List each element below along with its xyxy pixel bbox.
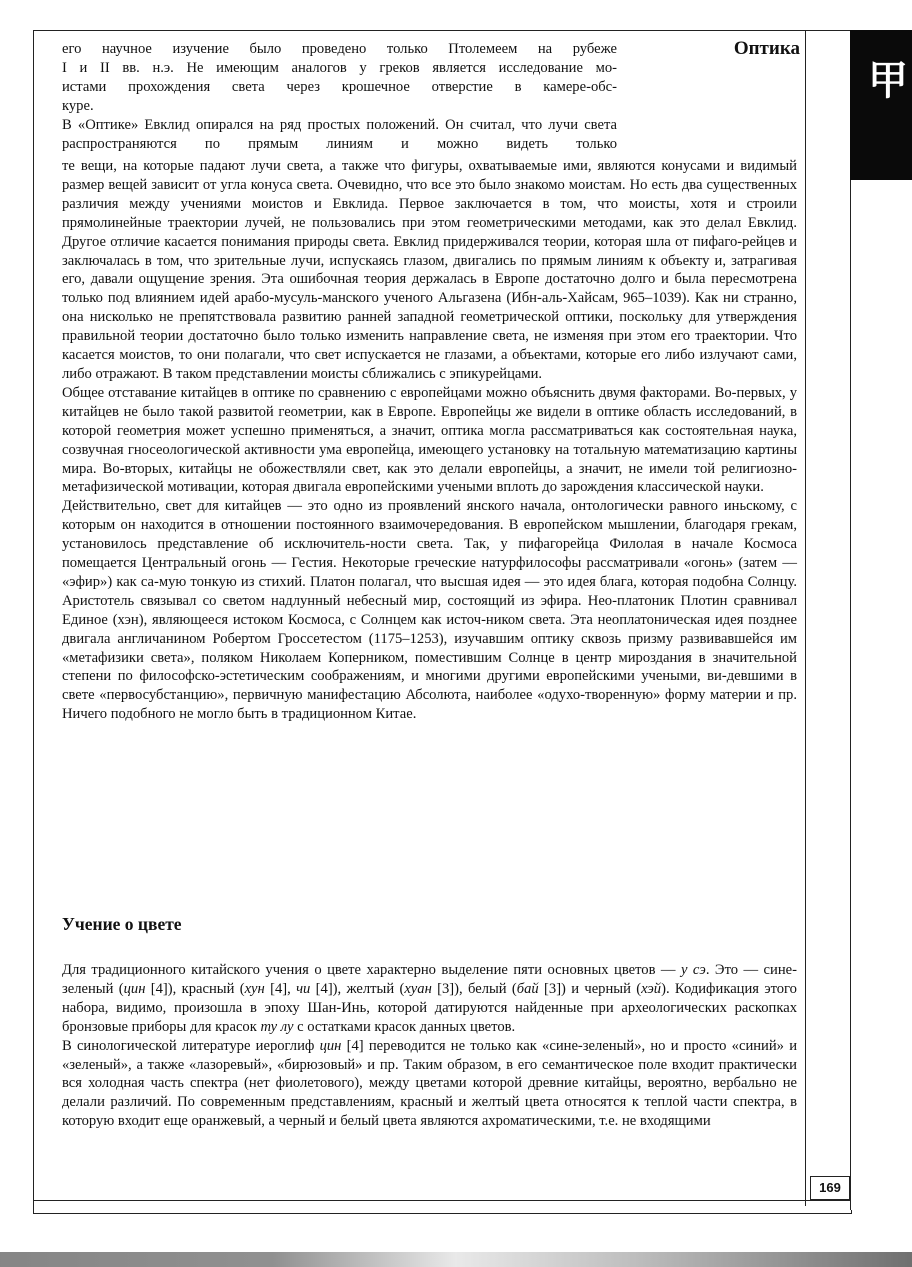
body-column [62, 157, 797, 724]
text-line: истами прохождения света через крошечное отверстие в камере-обс- [62, 78, 617, 95]
paragraph-five-colors: Для традиционного китайского учения о цвете характерно выделение пяти основных цветов — у сэ. Это — сине-зеленый (цин [4]), красный (хун [4], чи [4]), желтый (хуан [3]), белый (бай [3]) и черный (хэй). Кодификация этого набора, видимо, произошла в эпоху Шан-Инь, которой датируются найденные при археологических раскопках бронзовые приборы для красок ту лу с остатками красок данных цветов. [62, 962, 797, 1035]
paragraph-qing-translation: В синологической литературе иероглиф цин [4] переводится не только как «сине-зеленый», но и просто «синий» и «зеленый», а также «лазоревый», «бирюзовый» и пр. Таким образом, в его семантическое поле входит практически вся холодная часть спектра (нет фиолетового), между цветами которой древние китайцы, вероятно, вербально не делали различий. По современным представлениям, красный и желтый цвета относятся к теплой части спектра, в которую входит еще оранжевый, а черный и белый цвета являются ахроматическими, т.е. не входящими [62, 1037, 798, 1130]
paragraph-euclid: те вещи, на которые падают лучи света, а также что фигуры, охватываемые ими, являются конусами и видимый размер вещей зависит от угла конуса света. Очевидно, что все это было знакомо моистам. Но есть два существенных различия между учениями моистов и Евклида. Первое заключается в том, что моисты, хотя и строили прямолинейные траектории лучей, не пользовались при этом геометрическими методами, как это делал Евклид. Другое отличие касается понимания природы света. Евклид придерживался теории, которая шла от пифаго-рейцев и заключалась в том, что зрительные лучи, испускаясь глазом, двигались по прямым линиям к объекту и, затрагивая его, давали ощущение зрения. Эта ошибочная теория держалась в Европе достаточно долго и была пересмотрена только под влиянием идей арабо-мусуль-манского ученого Альгазена (Ибн-аль-Хайсам, 965–1039). Как ни странно, она нисколько не препятствовала развитию ранней западной геометрической оптики, поскольку для утверждения правильной теории достаточно было только изменить направление света, не изменяя при этом его траектории. Что касается моистов, то они полагали, что свет испускается не глазами, а объектами, которые его либо излучают сами, либо отражают. В таком представлении моисты сближались с эпикурейцами. [62, 158, 797, 382]
paragraph-lag-factors: Общее отставание китайцев в оптике по сравнению с европейцами можно объяснить двумя факторами. Во-первых, у китайцев не было такой развитой геометрии, как в Европе. Европейцы же видели в оптике область исследований, в которой геометрия может успешно применяться, а значит, оптика могла рассматриваться как состоятельная наука, созвучная гносеологической активности ума европейца, имеющего установку на тотальную математизацию картины мира. Во-вторых, китайцы не обожествляли свет, как это делали европейцы, а значит, не имели той религиозно-метафизической мотивации, которая двигала европейскими учеными вплоть до зарождения классической науки. [62, 384, 797, 496]
color-section [62, 961, 797, 1131]
section-heading: Учение о цвете [62, 914, 182, 934]
running-head: Оптика [733, 38, 800, 59]
text-line: куре. [62, 97, 94, 114]
paragraph-euclid-start: В «Оптике» Евклид опирался на ряд простых положений. Он считал, что лучи света распространяются по прямым линиям и можно видеть только [62, 116, 617, 152]
paragraph-light-yang: Действительно, свет для китайцев — это одно из проявлений янского начала, онтологически равного иньскому, с которым он находится в отношении постоянного взаимочередования. В европейском мышлении, благодаря грекам, установилось представление об исключитель-ности света. Так, у пифагорейца Филолая в начале Космоса помещается Центральный огонь — Гестия. Некоторые греческие натурфилософы рассматривали «огонь» (затем — «эфир») как са-мую тонкую из стихий. Платон полагал, что высшая идея — это идея блага, которая подобна Солнцу. Аристотель связывал со светом надлунный небесный мир, состоящий из эфира. Нео-платоник Плотин сравнивал Единое (хэн), являющееся истоком Космоса, с Солнцем как источ-ником света. Эта неоплатоническая идея позднее двигала англичанином Робертом Гроссетестом (1175–1253), изучавшим оптику сквозь призму развивавшейся им «метафизики света», поляком Николаем Коперником, поместившим Солнце в центр мироздания в значительной степени по философско-эстетическим соображениям, и многими другими европейскими учеными, ви-девшими в свете «первосубстанцию», первичную манифестацию Абсолюта, наиболее «одухо-творенную» форму материи и пр. Ничего подобного не могло быть в традиционном Китае. [62, 498, 797, 723]
page-number: 169 [810, 1176, 850, 1200]
scan-edge [0, 1252, 912, 1267]
top-paragraph [62, 40, 617, 153]
bottom-rule [33, 1200, 850, 1201]
chinese-character-glyph: 甲 [868, 57, 908, 104]
margin-column [850, 180, 912, 1210]
text-line: его научное изучение было проведено только Птолемеем на рубеже [62, 41, 617, 57]
text-line: I и II вв. н.э. Не имеющим аналогов у греков является исследование мо- [62, 59, 617, 76]
column-rule [805, 30, 806, 1206]
